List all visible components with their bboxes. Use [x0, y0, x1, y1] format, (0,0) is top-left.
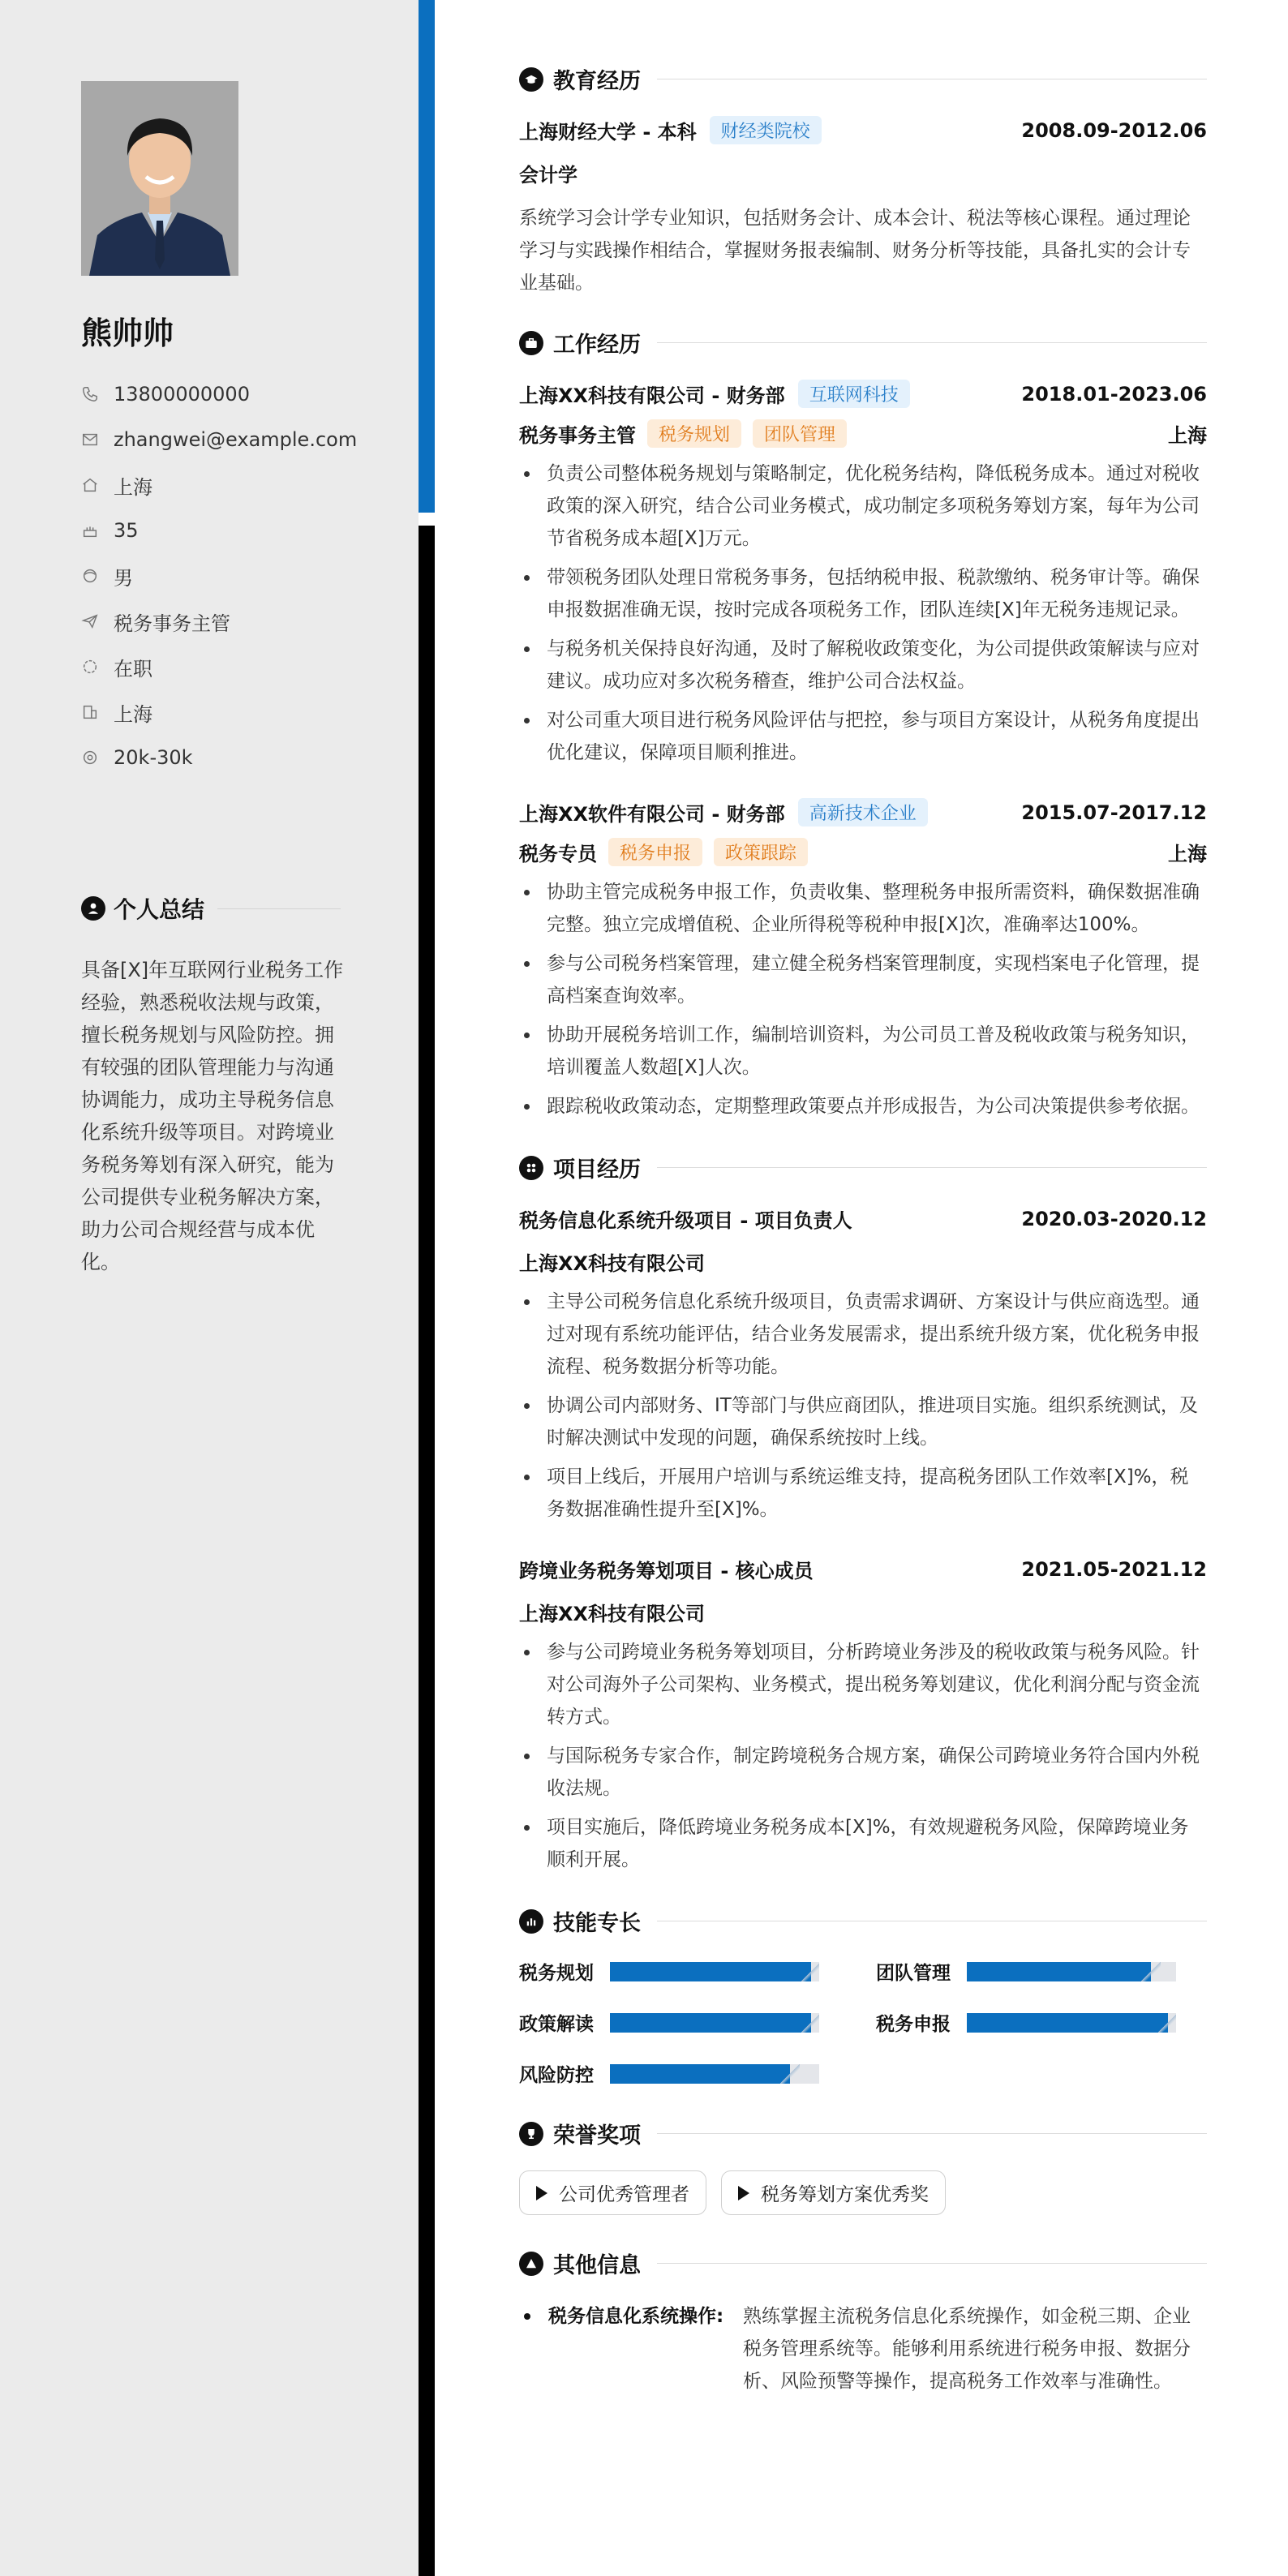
project-header-row [519, 1555, 1207, 1583]
divider [657, 1167, 1207, 1168]
info-text: 男 [114, 566, 133, 590]
school-tag: 财经类院校 [710, 116, 822, 144]
work-location: 上海 [1168, 843, 1207, 865]
home-icon [81, 476, 99, 494]
info-position [81, 599, 357, 644]
other-value: 熟练掌握主流税务信息化系统操作，如金税三期、企业税务管理系统等。能够利用系统进行税务申报、数据分析、风险预警等操作，提高税务工作效率与准确性。 [743, 2306, 1191, 2392]
project-date: 2020.03-2020.12 [1021, 1207, 1207, 1230]
sidebar [0, 0, 419, 2576]
skill-bar [967, 2013, 1176, 2033]
avatar-photo [81, 81, 238, 276]
project-name: 税务信息化系统升级项目 - 项目负责人 [519, 1209, 852, 1232]
skill-bar-cut [780, 2064, 800, 2084]
work-section [519, 327, 1207, 1123]
project-entry [519, 1204, 1207, 1526]
skills-section [519, 1905, 1207, 2087]
graduation-cap-icon [519, 67, 543, 92]
project-entry [519, 1555, 1207, 1876]
other-heading [519, 2248, 1207, 2279]
skill-name: 团队管理 [876, 1963, 951, 1984]
skill-item [876, 1958, 1207, 1985]
skill-name: 税务规划 [519, 1963, 594, 1984]
accent-bar-blue [419, 0, 435, 513]
award-label: 税务筹划方案优秀奖 [761, 2184, 929, 2205]
project-name: 跨境业务税务筹划项目 - 核心成员 [519, 1560, 814, 1582]
bullet-item: 参与公司跨境业务税务筹划项目，分析跨境业务涉及的税收政策与税务风险。针对公司海外子公司架构、业务模式，提出税务筹划建议，优化利润分配与资金流转方式。 [519, 1636, 1207, 1733]
info-text: 13800000000 [114, 383, 250, 406]
divider [657, 2263, 1207, 2264]
industry-tag: 互联网科技 [798, 380, 910, 408]
major: 会计学 [519, 164, 577, 187]
info-text: 在职 [114, 657, 152, 680]
bullet-item: 负责公司整体税务规划与策略制定，优化税务结构，降低税务成本。通过对税收政策的深入研究，结合公司业务模式，成功制定多项税务筹划方案，每年为公司节省税务成本超[X]万元。 [519, 457, 1207, 555]
salary-icon [81, 749, 99, 766]
phone-icon [81, 385, 99, 403]
info-text: 上海 [114, 702, 152, 726]
info-text: 35 [114, 519, 139, 542]
skill-bar-fill [610, 2064, 790, 2084]
work-entry [519, 798, 1207, 1123]
work-entry [519, 380, 1207, 769]
awards-title: 荣誉奖项 [553, 2123, 641, 2149]
skill-tag: 税务申报 [608, 838, 702, 866]
skill-item [519, 2060, 876, 2087]
project-title: 项目经历 [553, 1157, 641, 1183]
briefcase-icon [519, 331, 543, 355]
skill-bar [610, 2064, 819, 2084]
company-name: 上海XX科技有限公司 - 财务部 [519, 384, 785, 407]
skill-item [519, 1958, 876, 1985]
play-icon [536, 2186, 547, 2200]
skill-bar-fill [967, 1962, 1151, 1981]
divider [217, 908, 341, 909]
work-date: 2015.07-2017.12 [1021, 801, 1207, 824]
awards-section [519, 2118, 1207, 2215]
skill-name: 税务申报 [876, 2014, 951, 2035]
work-heading [519, 327, 1207, 358]
bullet-item: 项目上线后，开展用户培训与系统运维支持，提高税务团队工作效率[X]%，税务数据准确性提升至[X]%。 [519, 1461, 1207, 1526]
work-header-row [519, 380, 1207, 408]
job-role: 税务事务主管 [519, 424, 636, 447]
work-role-row [519, 838, 1207, 866]
award-chip [519, 2170, 706, 2215]
skill-name: 风险防控 [519, 2065, 594, 2086]
skill-bar-fill [610, 2013, 811, 2033]
accent-bar-black [419, 526, 435, 2576]
bullet-item: 跟踪税收政策动态，定期整理政策要点并形成报告，为公司决策提供参考依据。 [519, 1090, 1207, 1123]
skill-bar-cut [1158, 2013, 1176, 2033]
bullet-item: 与国际税务专家合作，制定跨境税务合规方案，确保公司跨境业务符合国内外税收法规。 [519, 1740, 1207, 1805]
skill-bar-fill [610, 1962, 811, 1981]
main-content [519, 63, 1207, 2398]
summary-heading [81, 892, 341, 925]
project-heading [519, 1152, 1207, 1183]
info-phone [81, 371, 357, 417]
project-company: 上海XX科技有限公司 [519, 1603, 706, 1625]
candidate-name: 熊帅帅 [81, 316, 174, 351]
info-status [81, 644, 357, 689]
skill-tag: 税务规划 [647, 419, 741, 448]
info-email [81, 417, 357, 462]
gender-icon [81, 567, 99, 585]
skill-bar-cut [801, 2013, 819, 2033]
education-date: 2008.09-2012.06 [1021, 118, 1207, 142]
skills-grid [519, 1958, 1207, 2087]
skill-item [876, 2009, 1207, 2036]
bullet-item: 协助主管完成税务申报工作，负责收集、整理税务申报所需资料，确保数据准确完整。独立完成增值税、企业所得税等税种申报[X]次，准确率达100%。 [519, 876, 1207, 941]
bullet-item: 对公司重大项目进行税务风险评估与把控，参与项目方案设计，从税务角度提出优化建议，保障项目顺利推进。 [519, 704, 1207, 769]
divider [657, 2133, 1207, 2134]
project-date: 2021.05-2021.12 [1021, 1557, 1207, 1581]
education-heading [519, 63, 1207, 95]
bar-chart-icon [519, 1909, 543, 1934]
industry-tag: 高新技术企业 [798, 798, 928, 826]
skill-bar-cut [1141, 1962, 1161, 1981]
bullet-dot [524, 2313, 530, 2320]
project-company: 上海XX科技有限公司 [519, 1252, 706, 1275]
bullet-item: 参与公司税务档案管理，建立健全税务档案管理制度，实现档案电子化管理，提高档案查询效率。 [519, 947, 1207, 1012]
project-bullets [519, 1636, 1207, 1876]
skill-bar [967, 1962, 1176, 1981]
email-icon [81, 431, 99, 449]
project-header-row [519, 1204, 1207, 1233]
project-section [519, 1152, 1207, 1876]
trophy-icon [519, 2122, 543, 2146]
skill-tag: 政策跟踪 [714, 838, 808, 866]
play-icon [738, 2186, 749, 2200]
info-text: 上海 [114, 475, 152, 499]
award-chip [721, 2170, 946, 2215]
work-role-row [519, 419, 1207, 448]
info-salary [81, 735, 357, 780]
cake-icon [81, 522, 99, 539]
other-section [519, 2248, 1207, 2398]
other-item [519, 2300, 1207, 2398]
work-bullets [519, 457, 1207, 769]
project-bullets [519, 1286, 1207, 1526]
info-icon [519, 2252, 543, 2276]
send-icon [81, 612, 99, 630]
skills-title: 技能专长 [553, 1911, 641, 1936]
bullet-item: 协助开展税务培训工作，编制培训资料，为公司员工普及税收政策与税务知识，培训覆盖人数超[X]人次。 [519, 1019, 1207, 1084]
bullet-item: 项目实施后，降低跨境业务税务成本[X]%，有效规避税务风险，保障跨境业务顺利开展。 [519, 1811, 1207, 1876]
education-section [519, 63, 1207, 299]
skill-item [519, 2009, 876, 2036]
skill-bar [610, 2013, 819, 2033]
work-date: 2018.01-2023.06 [1021, 382, 1207, 406]
info-home [81, 462, 357, 508]
skill-bar-cut [801, 1962, 819, 1981]
grid-icon [519, 1156, 543, 1180]
skill-tag: 团队管理 [753, 419, 847, 448]
info-text: 20k-30k [114, 746, 193, 769]
education-title: 教育经历 [553, 69, 641, 94]
bullet-item: 带领税务团队处理日常税务事务，包括纳税申报、税款缴纳、税务审计等。确保申报数据准确无误，按时完成各项税务工作，团队连续[X]年无税务违规记录。 [519, 561, 1207, 626]
summary-title: 个人总结 [114, 896, 205, 923]
work-bullets [519, 876, 1207, 1123]
summary-text: 具备[X]年互联网行业税务工作经验，熟悉税收法规与政策，擅长税务规划与风险防控。拥有较强的团队管理能力与沟通协调能力，成功主导税务信息化系统升级等项目。对跨境业务税务筹划有深入研究，能为公司提供专业税务解决方案，助力公司合规经营与成本优化。 [81, 959, 344, 1273]
avatar-portrait-icon [81, 81, 238, 276]
person-icon [81, 896, 105, 921]
work-header-row [519, 798, 1207, 826]
skill-bar [610, 1962, 819, 1981]
contact-info-list [81, 371, 357, 780]
work-location: 上海 [1168, 424, 1207, 447]
school-name: 上海财经大学 - 本科 [519, 121, 697, 144]
skill-name: 政策解读 [519, 2014, 594, 2035]
info-age [81, 508, 357, 553]
info-text: 税务事务主管 [114, 612, 230, 635]
awards-heading [519, 2118, 1207, 2149]
skills-heading [519, 1905, 1207, 1937]
other-title: 其他信息 [553, 2253, 641, 2278]
company-name: 上海XX软件有限公司 - 财务部 [519, 803, 785, 826]
bullet-item: 与税务机关保持良好沟通，及时了解税收政策变化，为公司提供政策解读与应对建议。成功应对多次税务稽查，维护公司合法权益。 [519, 633, 1207, 698]
awards-list [519, 2170, 1207, 2215]
skill-bar-fill [967, 2013, 1168, 2033]
info-text: zhangwei@example.com [114, 428, 358, 451]
other-key: 税务信息化系统操作: [548, 2306, 724, 2327]
bullet-item: 协调公司内部财务、IT等部门与供应商团队，推进项目实施。组织系统测试，及时解决测试中发现的问题，确保系统按时上线。 [519, 1389, 1207, 1454]
building-icon [81, 703, 99, 721]
info-gender [81, 553, 357, 599]
bullet-item: 主导公司税务信息化系统升级项目，负责需求调研、方案设计与供应商选型。通过对现有系统功能评估，结合业务发展需求，提出系统升级方案，优化税务申报流程、税务数据分析等功能。 [519, 1286, 1207, 1383]
award-label: 公司优秀管理者 [559, 2184, 689, 2205]
divider [657, 342, 1207, 343]
education-header-row [519, 116, 1207, 144]
work-title: 工作经历 [553, 333, 641, 358]
info-city [81, 689, 357, 735]
job-role: 税务专员 [519, 843, 597, 865]
education-description: 系统学习会计学专业知识，包括财务会计、成本会计、税法等核心课程。通过理论学习与实践操作相结合，掌握财务报表编制、财务分析等技能，具备扎实的会计专业基础。 [519, 208, 1191, 294]
status-icon [81, 658, 99, 676]
